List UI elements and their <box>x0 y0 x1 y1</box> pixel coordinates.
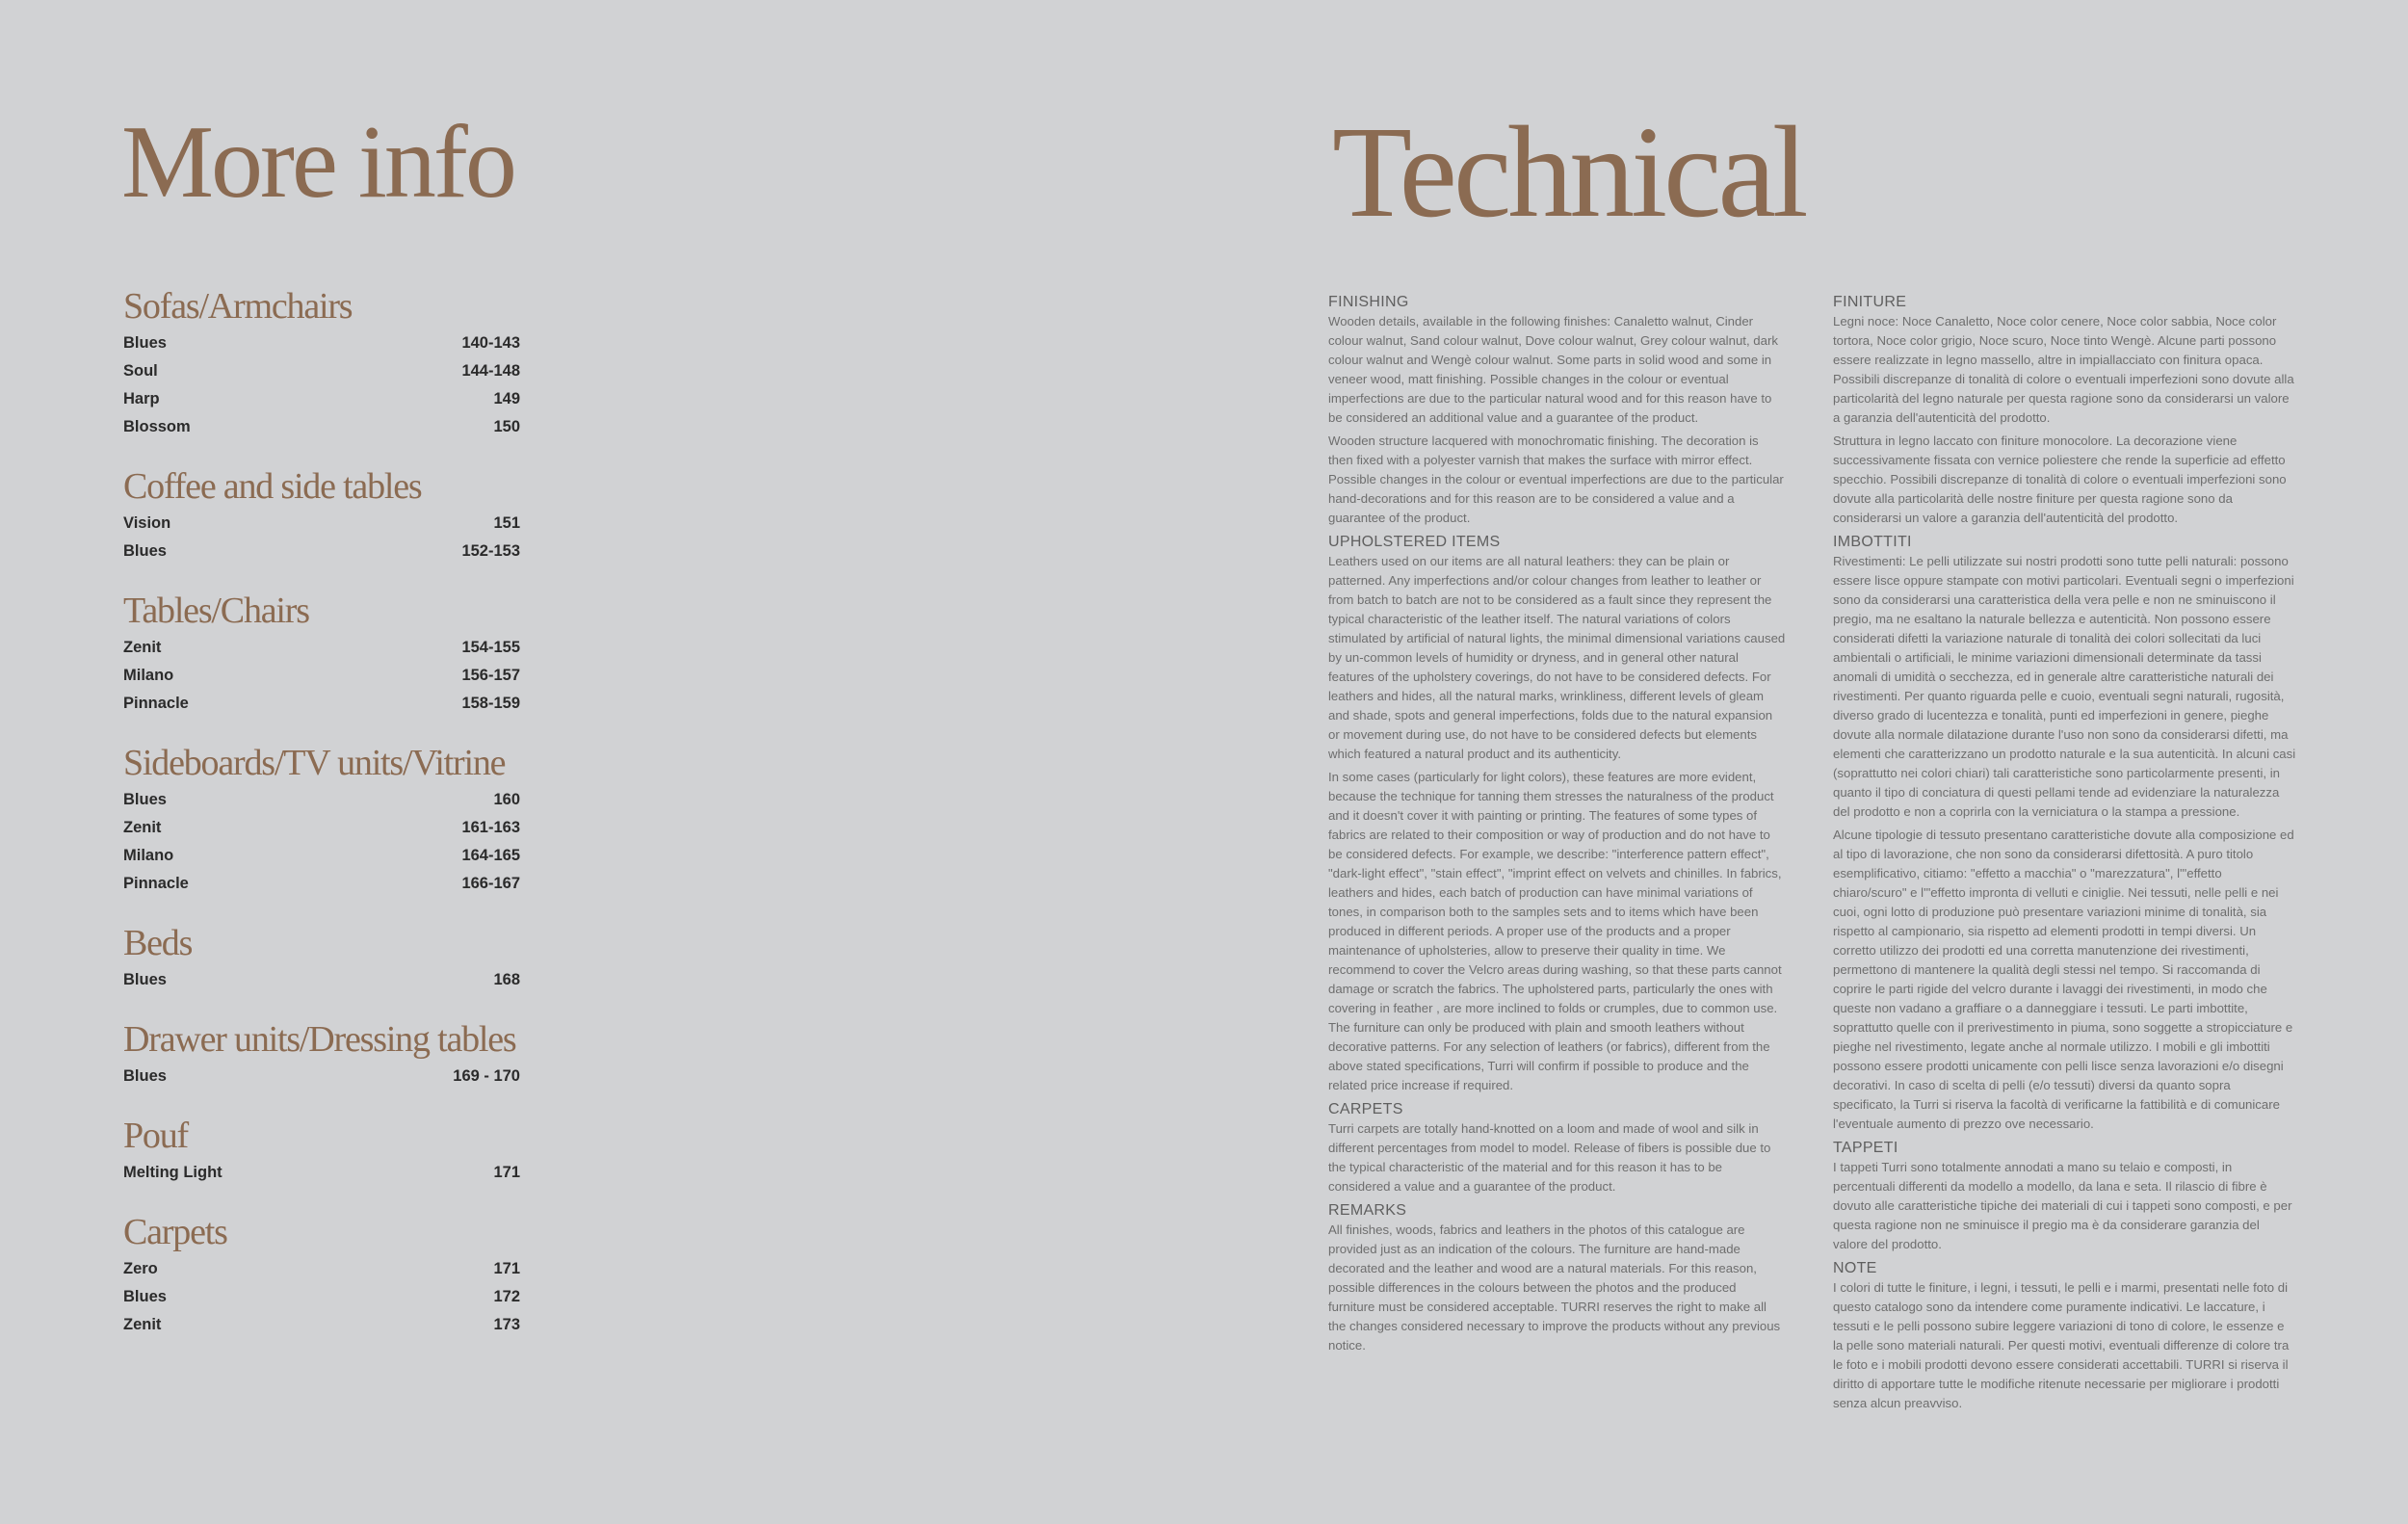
product-name: Melting Light <box>123 1164 222 1181</box>
technical-heading: UPHOLSTERED ITEMS <box>1328 534 1501 550</box>
page-numbers: 161-163 <box>461 819 520 836</box>
product-name: Pinnacle <box>123 695 189 712</box>
technical-italian-column <box>1833 292 2297 1417</box>
index-row <box>123 1159 520 1187</box>
index-section <box>123 465 520 565</box>
product-name: Zenit <box>123 639 162 656</box>
index-row <box>123 870 520 898</box>
section-heading: Drawer units/Dressing tables <box>123 1019 516 1060</box>
section-heading: Sofas/Armchairs <box>123 286 353 327</box>
page-numbers: 160 <box>493 791 520 808</box>
technical-heading: FINISHING <box>1328 294 1409 310</box>
page-numbers: 156-157 <box>461 667 520 684</box>
technical-title: Technical <box>1332 100 1805 245</box>
section-heading: Tables/Chairs <box>123 591 309 631</box>
product-index <box>123 285 520 1363</box>
product-name: Soul <box>123 362 158 380</box>
product-name: Blues <box>123 971 167 988</box>
page-numbers: 171 <box>493 1260 520 1277</box>
technical-paragraph: Alcune tipologie di tessuto presentano caratteristiche dovute alla composizione ed al tipo di lavorazione, che non sono da considerarsi difettosità. A puro titolo esemplificativo, citiamo: "effetto a macchia" o "marezzatura", l'"effetto chiaro/scuro" e l'"effetto impronta di velluti e ciniglie. Nei tessuti, nelle pelli e nei cuoi, ogni lotto di produzione può presentare variazioni minime di tonalità, sia rispetto al campionario, sia rispetto ad elementi prodotti in tempi diversi. Un corretto utilizzo dei prodotti ed una corretta manutenzione dei rivestimenti, permettono di mantenere la qualità degli stessi nel tempo. Si raccomanda di coprire le parti rigide del velcro durante i lavaggi dei rivestimenti, in modo che queste non vadano a graffiare o a danneggiare i tessuti. Le parti imbottite, soprattutto quelle con il prerivestimento in piuma, sono soggette a stropicciature e pieghe nel rivestimento, legate anche al normale utilizzo. I mobili e gli imbottiti possono essere prodotti unicamente con pelli lisce senza lavorazioni e/o disegni decorativi. In caso di scelta di pelli (e/o tessuti) diversi da quanto sopra specificato, la Turri si riserva la facoltà di verificarne la fattibilità e di comunicare l'eventuale aumento di prezzo ove necessario. <box>1833 828 2294 1131</box>
index-row <box>123 510 520 538</box>
index-section <box>123 742 520 898</box>
index-row <box>123 842 520 870</box>
product-name: Blues <box>123 542 167 560</box>
technical-heading: TAPPETI <box>1833 1140 1898 1156</box>
technical-paragraph: Wooden structure lacquered with monochromatic finishing. The decoration is then fixed with a polyester varnish that makes the surface with mirror effect. Possible changes in the colour or eventual imperfections are due to the particular hand-decorations and for this reason are to be considered a value and a guarantee of the product. <box>1328 434 1784 525</box>
technical-paragraph: Rivestimenti: Le pelli utilizzate sui nostri prodotti sono tutte pelli naturali: possono essere lisce oppure stampate con motivi particolari. Eventuali segni o imperfezioni sono da considerarsi una caratteristica della vera pelle e non ne sminuiscono il pregio, ma ne esaltano la naturale bellezza e autenticità. Non possono essere considerati difetti la variazione naturale di tonalità dei colori sollecitati da luci ambientali o artificiali, le minime variazioni dimensionali determinate da tassi anomali di umidità o secchezza, ed in generale altre caratteristiche naturali dei rivestimenti. Per quanto riguarda pelle e cuoio, eventuali segni naturali, rugosità, diverso grado di lucentezza e tonalità, punti ed imperfezioni in genere, pieghe dovute alla normale dilatazione durante l'uso non sono da considerarsi difetti, ma elementi che caratterizzano un prodotto naturale e la sua autenticità. In alcuni casi (soprattutto nei colori chiari) tali caratteristiche sono particolarmente presenti, in quanto il tipo di conciatura di questi pellami tende ad evidenziare la naturalezza del prodotto e non a coprirla con la verniciatura o la stampa a pressione. <box>1833 554 2296 819</box>
technical-paragraph: In some cases (particularly for light colors), these features are more evident, because the technique for tanning them stresses the naturalness of the product and it doesn't cover it with painting or printing. The features of some types of fabrics are related to their composition or way of production and do not have to be considered defects. For example, we describe: "interference pattern effect", "dark-light effect", "stain effect", "imprint effect on velvets and chinilles. In fabrics, leathers and hides, each batch of production can have minimal variations of tones, in comparison both to the samples sets and to items which have been produced in different periods. A proper use of the products and a proper maintenance of upholsteries, allow to preserve their quality in time. We recommend to cover the Velcro areas during washing, so that these parts cannot damage or scratch the fabrics. The upholstered parts, particularly the ones with covering in feather , are more inclined to folds or crumples, due to common use. The furniture can only be produced with plain and smooth leathers without decorative patterns. For any selection of leathers (or fabrics), different from the above stated specifications, Turri will confirm if possible to produce and the related price increase if required. <box>1328 770 1782 1092</box>
product-name: Blossom <box>123 418 191 435</box>
section-heading: Carpets <box>123 1212 227 1252</box>
page-numbers: 149 <box>493 390 520 407</box>
technical-paragraph: Wooden details, available in the following finishes: Canaletto walnut, Cinder colour walnut, Sand colour walnut, Dove colour walnut, Grey colour walnut, dark colour walnut and Wengè colour walnut. Some parts in solid wood and some in veneer wood, matt finishing. Possible changes in the colour or eventual imperfections are due to the particular natural wood and for this reason have to be considered an additional value and a guarantee of the product. <box>1328 314 1778 425</box>
index-row <box>123 357 520 385</box>
index-row <box>123 814 520 842</box>
index-row <box>123 1283 520 1311</box>
technical-english-column <box>1328 292 1786 1359</box>
page-numbers: 171 <box>493 1164 520 1181</box>
index-row <box>123 413 520 441</box>
product-name: Zenit <box>123 1316 162 1333</box>
technical-heading: IMBOTTITI <box>1833 534 1912 550</box>
section-heading: Sideboards/TV units/Vitrine <box>123 743 506 783</box>
page-numbers: 173 <box>493 1316 520 1333</box>
technical-paragraph: I tappeti Turri sono totalmente annodati a mano su telaio e composti, in percentuali differenti da modello a modello, da lana e seta. Il rilascio di fibre è dovuto alle caratteristiche tipiche dei materiali di cui i tappeti sono composti, e per questa ragione non ne sminuisce il pregio ma è da considerare garanzia del valore del prodotto. <box>1833 1160 2292 1251</box>
page-numbers: 144-148 <box>461 362 520 380</box>
index-section <box>123 922 520 994</box>
index-row <box>123 385 520 413</box>
technical-paragraph: Legni noce: Noce Canaletto, Noce color cenere, Noce color sabbia, Noce color tortora, Noce color grigio, Noce scuro, Noce tinto Wengè. Alcune parti possono essere realizzate in legno massello, altre in impiallacciato con finitura opaca. Possibili discrepanze di tonalità di colore o eventuali imperfezioni sono dovute alla particolarità del legno naturale per questa ragione sono da considerarsi un valore a garanzia dell'autenticità del prodotto. <box>1833 314 2294 425</box>
index-row <box>123 1255 520 1283</box>
index-row <box>123 1311 520 1339</box>
product-name: Milano <box>123 847 174 864</box>
page-numbers: 172 <box>493 1288 520 1305</box>
technical-heading: FINITURE <box>1833 294 1907 310</box>
index-section <box>123 285 520 441</box>
product-name: Zero <box>123 1260 158 1277</box>
page-numbers: 154-155 <box>461 639 520 656</box>
page-numbers: 164-165 <box>461 847 520 864</box>
product-name: Blues <box>123 1288 167 1305</box>
product-name: Blues <box>123 1067 167 1085</box>
product-name: Vision <box>123 514 171 532</box>
technical-heading: CARPETS <box>1328 1101 1403 1117</box>
section-heading: Pouf <box>123 1116 188 1156</box>
index-row <box>123 966 520 994</box>
page-numbers: 168 <box>493 971 520 988</box>
section-heading: Beds <box>123 923 193 963</box>
technical-paragraph: Struttura in legno laccato con finiture monocolore. La decorazione viene successivamente fissata con vernice poliestere che rende la superficie ad effetto specchio. Possibili discrepanze di tonalità di colore o eventuali imperfezioni sono dovute alla particolarità delle nostre finiture per questa ragione sono da considerarsi un valore a garanzia dell'autenticità del prodotto. <box>1833 434 2287 525</box>
product-name: Harp <box>123 390 160 407</box>
product-name: Milano <box>123 667 174 684</box>
technical-paragraph: I colori di tutte le finiture, i legni, i tessuti, le pelli e i marmi, presentati nelle foto di questo catalogo sono da intendere come puramente indicativi. Le laccature, i tessuti e le pelli possono subire leggere variazioni di tono di colore, le essenze e la pelle sono materiali naturali. Per questi motivi, eventuali differenze di colore tra le foto e i mobili prodotti devono essere considerati accettabili. TURRI si riserva il diritto di apportare tutte le modifiche ritenute necessarie per migliorare i prodotti senza alcun preavviso. <box>1833 1280 2290 1410</box>
page-numbers: 152-153 <box>461 542 520 560</box>
index-row <box>123 662 520 690</box>
product-name: Blues <box>123 334 167 352</box>
index-row <box>123 1063 520 1090</box>
index-section <box>123 1211 520 1339</box>
page-numbers: 166-167 <box>461 875 520 892</box>
technical-paragraph: Turri carpets are totally hand-knotted on a loom and made of wool and silk in different percentages from model to model. Release of fibers is possible due to the typical characteristic of the material and for this reason it has to be considered a value and a guarantee of the product. <box>1328 1121 1771 1194</box>
index-row <box>123 634 520 662</box>
index-section <box>123 1018 520 1090</box>
technical-paragraph: Leathers used on our items are all natural leathers: they can be plain or patterned. Any imperfections and/or colour changes from leather to leather or from batch to batch are not to be considered as a fault since they represent the typical characteristic of the leather itself. The natural variations of colors stimulated by artificial of natural lights, the minimal dimensional variations caused by un-common levels of humidity or dryness, and in general other natural features of the upholstery coverings, do not have to be considered defects. For leathers and hides, all the natural marks, wrinkliness, different levels of gleam and shade, spots and general imperfections, folds due to the natural expansion or movement during use, do not have to be considered defects but elements which featured a natural product and its authenticity. <box>1328 554 1786 761</box>
index-row <box>123 538 520 565</box>
index-row <box>123 690 520 718</box>
technical-paragraph: All finishes, woods, fabrics and leathers in the photos of this catalogue are provided just as an indication of the colours. The furniture are hand-made decorated and the leather and wood are a natural materials. For this reason, possible differences in the colours between the photos and the produced furniture must be considered acceptable. TURRI reserves the right to make all the changes considered necessary to improve the products without any previous notice. <box>1328 1222 1781 1353</box>
index-section <box>123 590 520 718</box>
index-section <box>123 1115 520 1187</box>
index-row <box>123 786 520 814</box>
index-row <box>123 329 520 357</box>
page-numbers: 150 <box>493 418 520 435</box>
page-numbers: 151 <box>493 514 520 532</box>
page-numbers: 158-159 <box>461 695 520 712</box>
page-numbers: 140-143 <box>461 334 520 352</box>
product-name: Blues <box>123 791 167 808</box>
technical-heading: REMARKS <box>1328 1202 1407 1219</box>
technical-heading: NOTE <box>1833 1260 1877 1276</box>
page-numbers: 169 - 170 <box>453 1067 520 1085</box>
product-name: Zenit <box>123 819 162 836</box>
product-name: Pinnacle <box>123 875 189 892</box>
more-info-title: More info <box>121 105 514 220</box>
section-heading: Coffee and side tables <box>123 466 422 507</box>
